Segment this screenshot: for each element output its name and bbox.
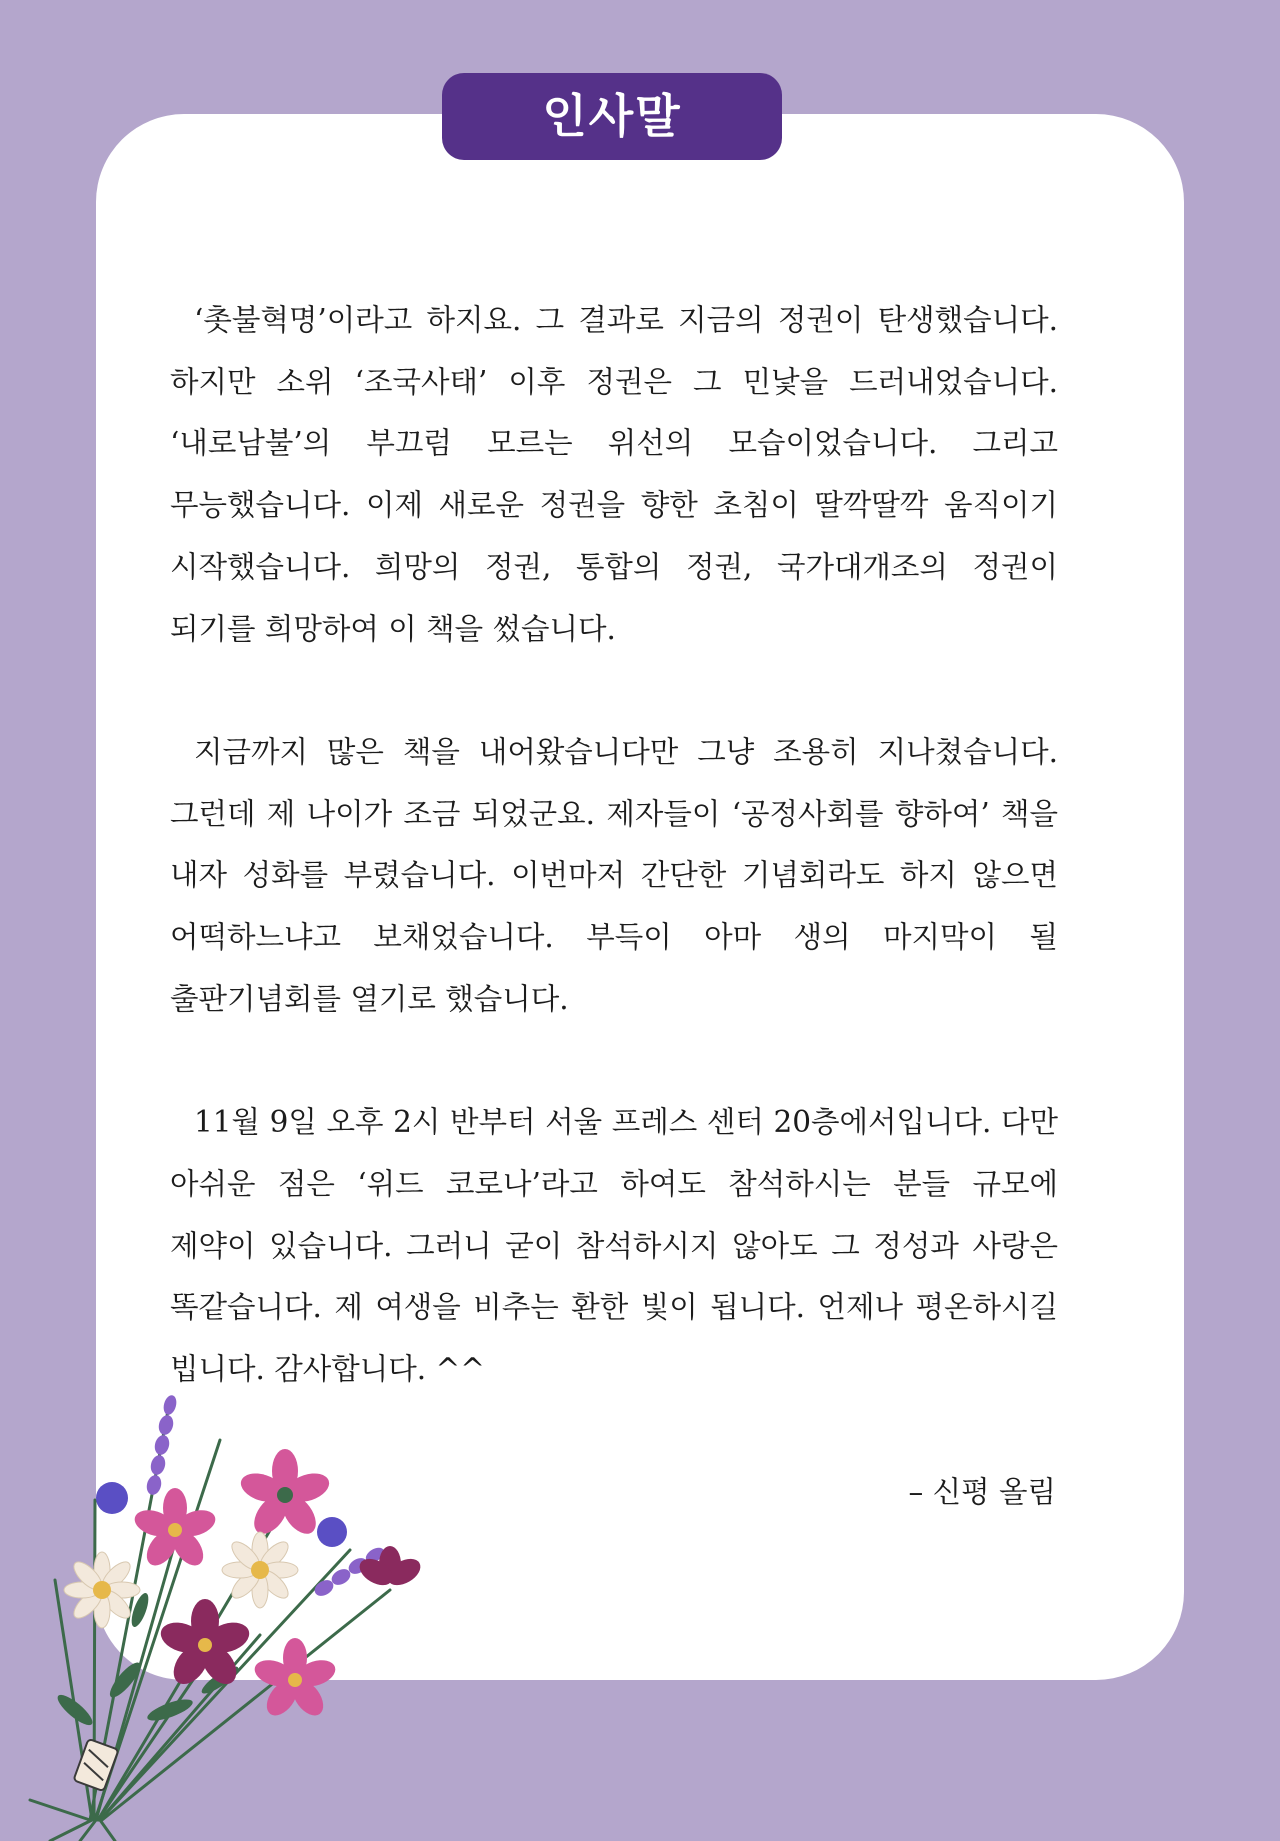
paragraph-1: ‘촛불혁명’이라고 하지요. 그 결과로 지금의 정권이 탄생했습니다. 하지만 소위 ‘조국사태’ 이후 정권은 그 민낯을 드러내었습니다. ‘내로남불’의 부끄럼 모르는 위선의 모습이었습니다. 그리고 무능했습니다. 이제 새로운 정권을 향한 초침이 딸깍딸깍 움직이기 시작했습니다. 희망의 정권, 통합의 정권, 국가대개조의 정권이 되기를 희망하여 이 책을 썼습니다.: [170, 303, 1058, 646]
signature: – 신평 올림: [908, 1475, 1056, 1510]
greeting-body: [170, 290, 1058, 1524]
paragraph-3: 11월 9일 오후 2시 반부터 서울 프레스 센터 20층에서입니다. 다만 아쉬운 점은 ‘위드 코로나’라고 하여도 참석하시는 분들 규모에 제약이 있습니다. 그러니 굳이 참석하시지 않아도 그 정성과 사랑은 똑같습니다. 제 여생을 비추는 환한 빛이 됩니다. 언제나 평온하시길 빕니다. 감사합니다. ^^: [170, 1105, 1058, 1386]
paragraph-2: 지금까지 많은 책을 내어왔습니다만 그냥 조용히 지나쳤습니다. 그런데 제 나이가 조금 되었군요. 제자들이 ‘공정사회를 향하여’ 책을 내자 성화를 부렸습니다. 이번마저 간단한 기념회라도 하지 않으면 어떡하느냐고 보채었습니다. 부득이 아마 생의 마지막이 될 출판기념회를 열기로 했습니다.: [170, 734, 1058, 1016]
flower-bouquet-icon: [20, 1380, 440, 1841]
page-title: 인사말: [442, 73, 782, 160]
